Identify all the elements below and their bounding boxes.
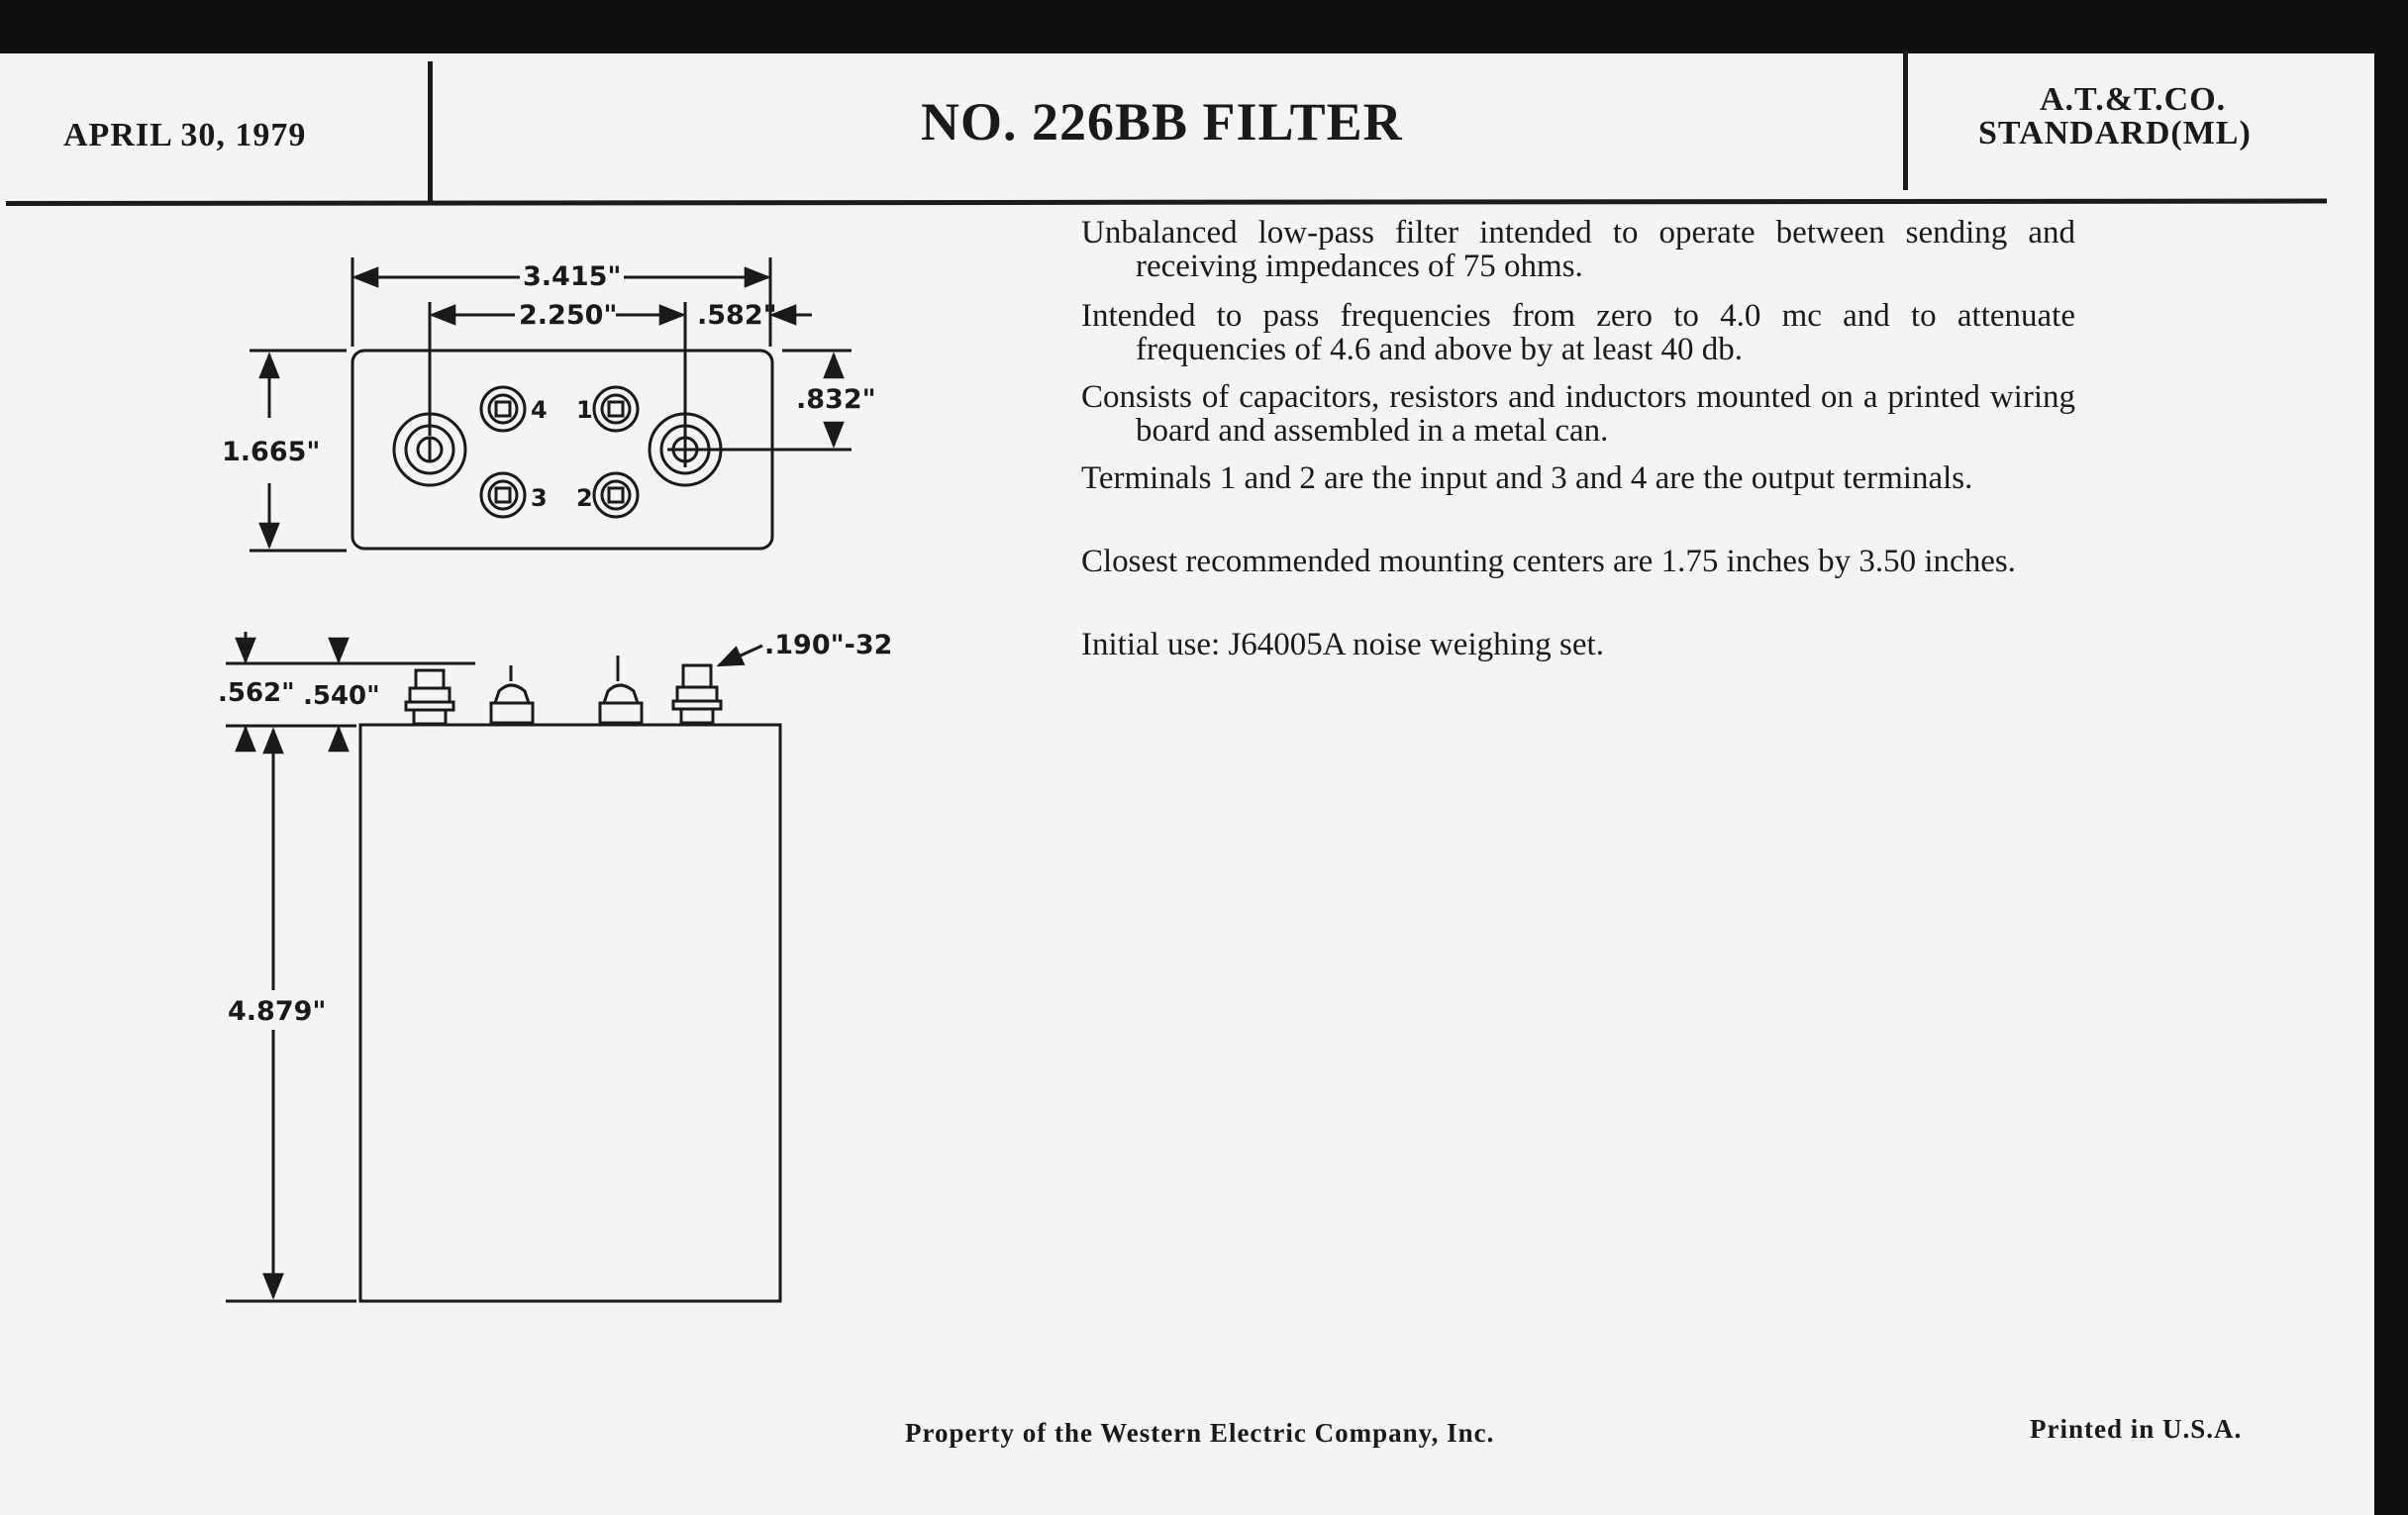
terminal-post-a (491, 665, 533, 723)
mount-stud-left (406, 670, 453, 724)
standard-org: A.T.&T.CO. (2040, 81, 2227, 118)
dim-mount-offset: .582" (697, 300, 777, 331)
description-paragraph: Closest recommended mounting centers are 1.75 inches by 3.50 inches. (1081, 544, 2016, 579)
dim-mount-half-height: .832" (796, 384, 876, 415)
terminal-label-3: 3 (531, 484, 548, 512)
footer-printed-notice: Printed in U.S.A. (2030, 1414, 2243, 1444)
description-paragraph: Initial use: J64005A noise weighing set. (1081, 627, 1604, 662)
issue-date: APRIL 30, 1979 (63, 117, 307, 153)
dim-stud-height: .562" (218, 678, 295, 708)
terminal-post-b (600, 656, 642, 723)
side-view-can (360, 725, 780, 1301)
dim-can-height: 4.879" (228, 996, 327, 1027)
terminal-label-1: 1 (576, 396, 593, 424)
footer-property-notice: Property of the Western Electric Company, Inc. (905, 1418, 1495, 1448)
description-paragraph: Terminals 1 and 2 are the input and 3 and 4 are the output terminals. (1081, 460, 1973, 496)
description-paragraph: Consists of capacitors, resistors and inductors mounted on a printed wiring board and assembled in a metal can. (1081, 379, 2075, 449)
dim-terminal-height: .540" (303, 681, 380, 711)
page-title: NO. 226BB FILTER (921, 92, 1403, 152)
scan-border-top (0, 0, 2408, 53)
dim-thread-spec: .190"-32 (764, 630, 893, 660)
header-divider-left (428, 61, 433, 204)
header-divider-right (1903, 50, 1908, 190)
dim-height-overall: 1.665" (222, 437, 321, 467)
filter-dimension-drawing (198, 238, 1069, 1327)
description-paragraph: Intended to pass frequencies from zero to 4.0 mc and to attenuate frequencies of 4.6 and above by at least 40 db. (1081, 298, 2075, 367)
terminal-label-2: 2 (576, 484, 593, 512)
terminal-2 (594, 473, 638, 517)
terminal-4 (481, 387, 525, 431)
description-paragraph: Unbalanced low-pass filter intended to operate between sending and receiving impedances of 75 ohms. (1081, 215, 2075, 284)
terminal-label-4: 4 (531, 396, 548, 424)
standard-type: STANDARD(ML) (1978, 115, 2252, 152)
mount-stud-right (673, 665, 721, 723)
terminal-1 (594, 387, 638, 431)
terminal-3 (481, 473, 525, 517)
dim-mount-spacing: 2.250" (519, 300, 618, 331)
dim-width-overall: 3.415" (523, 261, 622, 292)
